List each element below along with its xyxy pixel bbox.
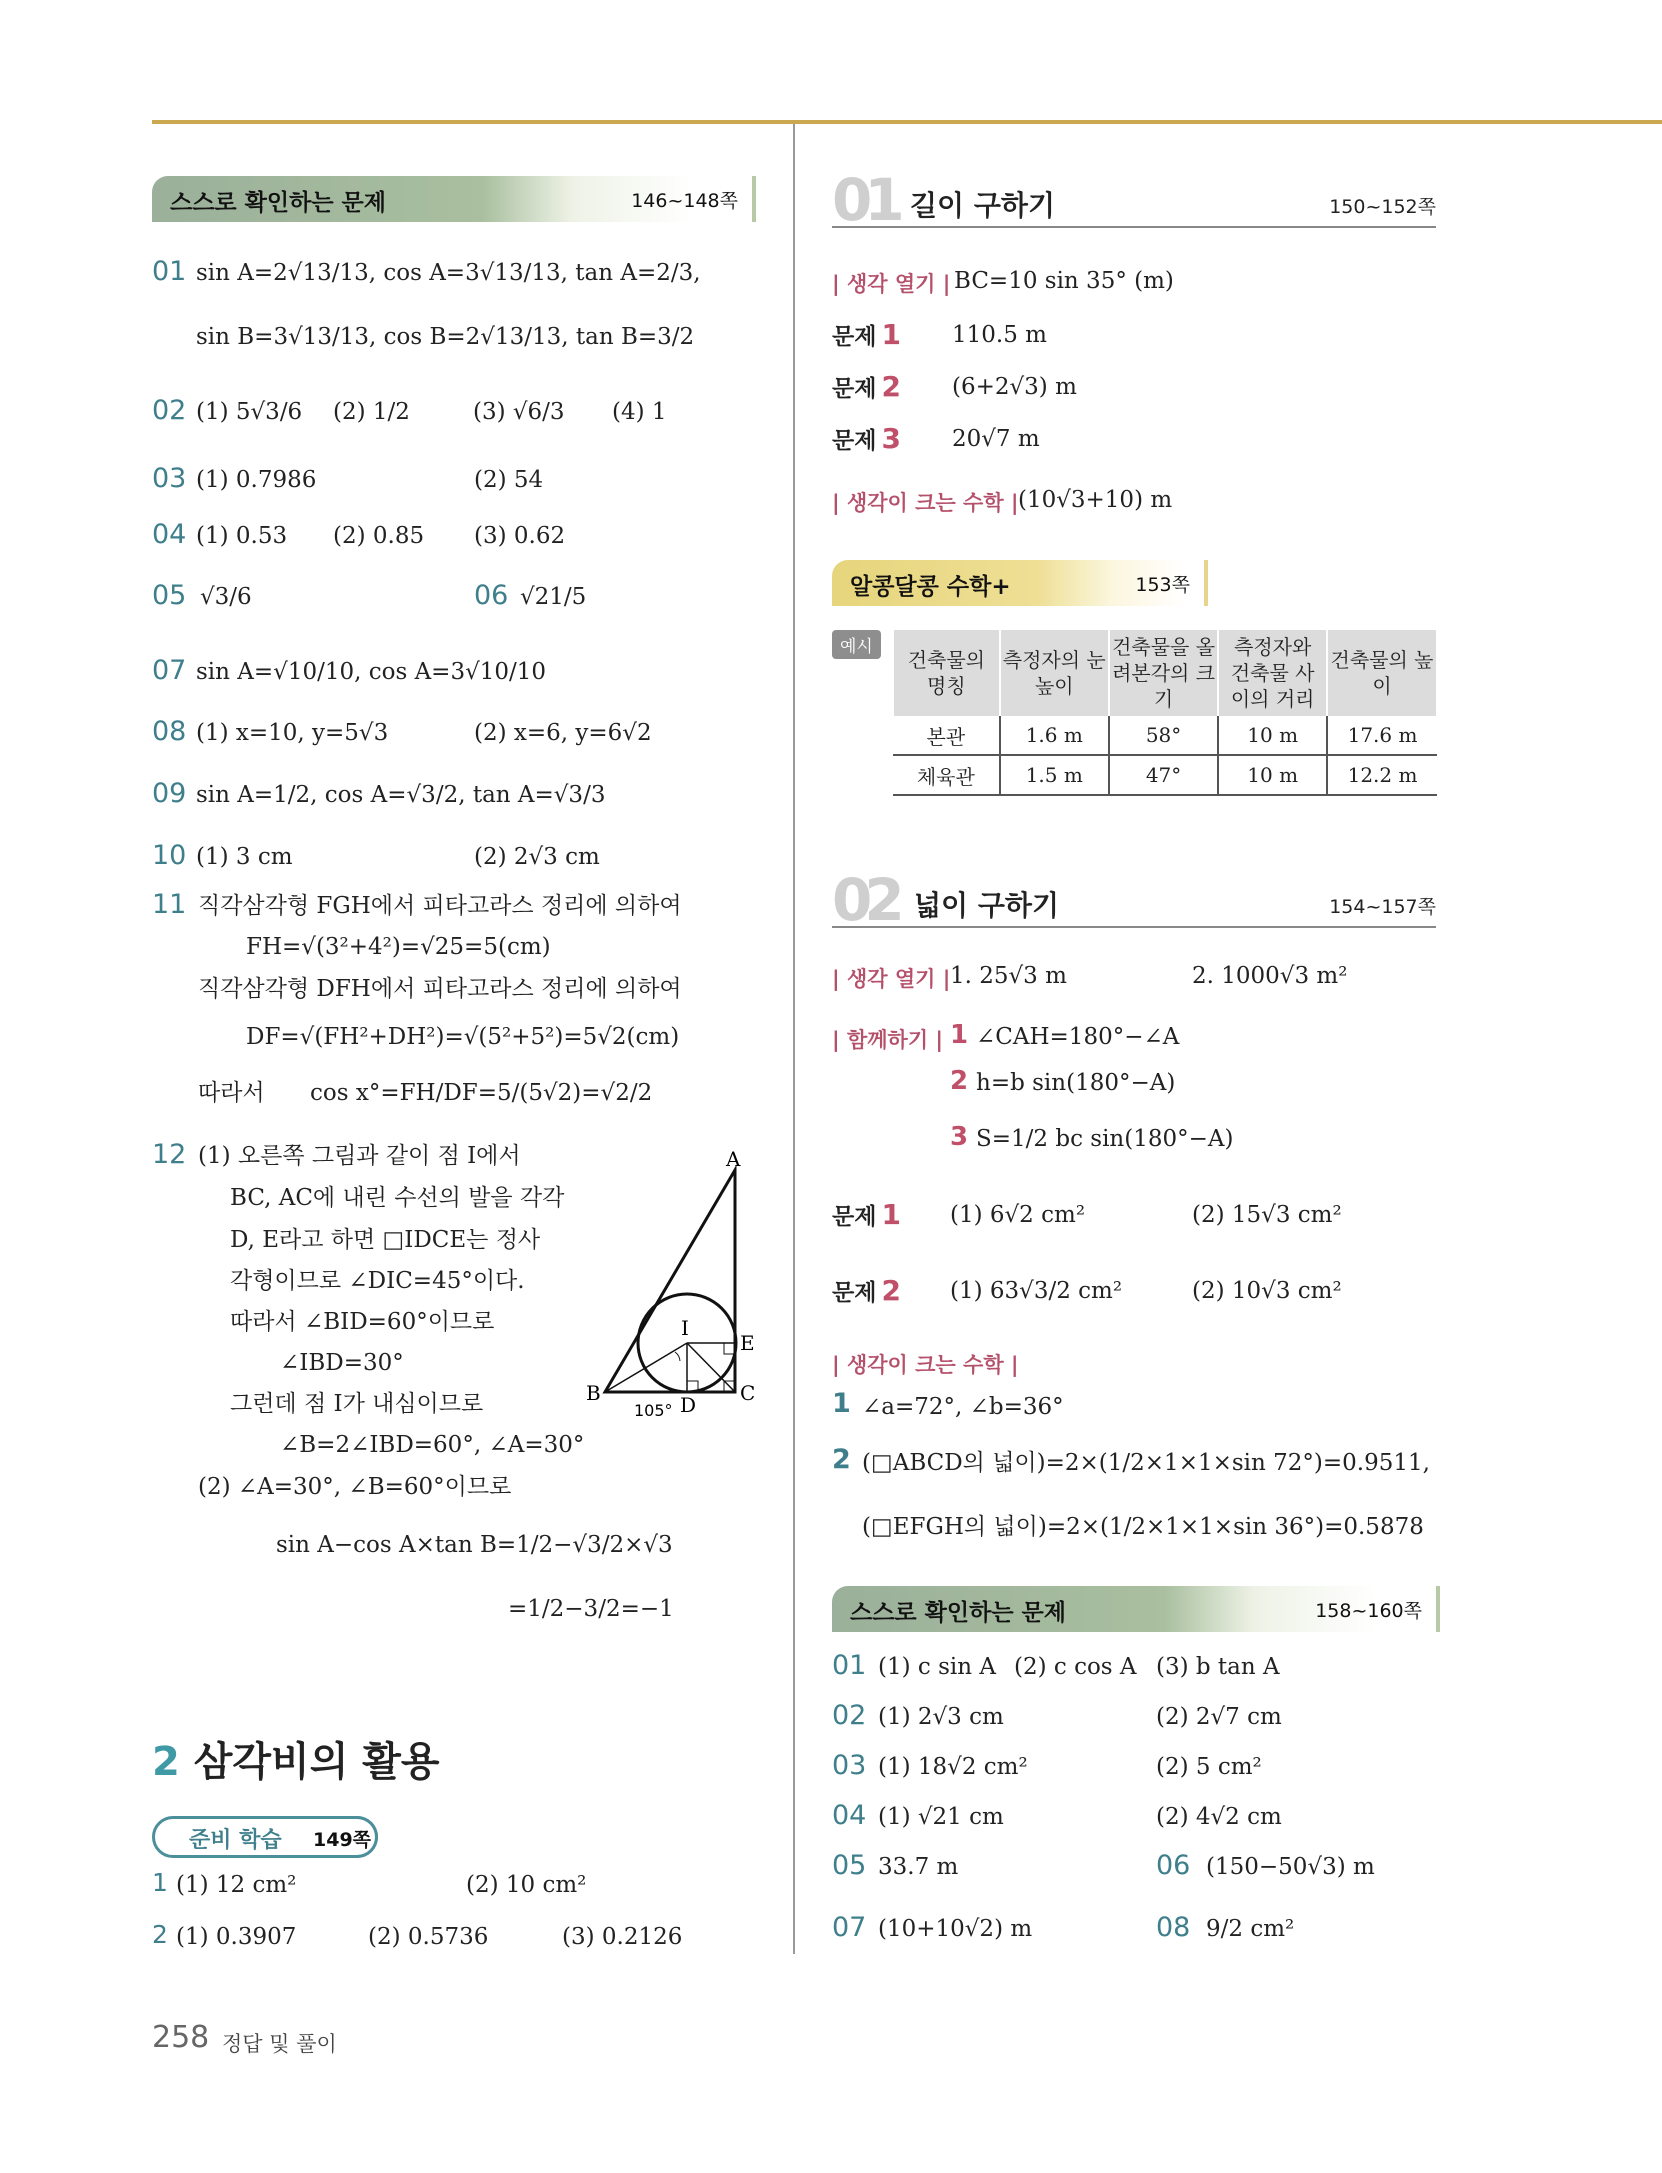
item-number: 07 [832, 1912, 867, 1943]
chapter-heading [152, 1730, 440, 1787]
check-02-b: (2) 2√7 cm [1156, 1704, 1282, 1730]
answer-11-line3: 직각삼각형 DFH에서 피타고라스 정리에 의하여 [198, 976, 682, 1002]
answer-12-line7: 그런데 점 I가 내심이므로 [230, 1391, 484, 1417]
table-cell: 10 m [1218, 716, 1327, 755]
example-badge: 예시 [832, 630, 881, 659]
column-header: 건축물의 높이 [1327, 630, 1437, 716]
grow-2-line1: (□ABCD의 넓이)=2×(1/2×1×1×sin 72°)=0.9511, [862, 1450, 1430, 1476]
item-number: 04 [152, 519, 187, 550]
answer-02-d: (4) 1 [612, 399, 667, 425]
fun-math-page: 153쪽 [1135, 574, 1190, 596]
label-i: I [681, 1316, 689, 1340]
table-cell: 1.6 m [1000, 716, 1109, 755]
item-number: 04 [832, 1800, 867, 1831]
answer-09: sin A=1/2, cos A=√3/2, tan A=√3/3 [196, 782, 606, 808]
item-number: 01 [152, 256, 187, 287]
page-range: 146~148쪽 [631, 190, 738, 212]
answer-12-line4: 각형이므로 ∠DIC=45°이다. [230, 1268, 525, 1294]
answer-02-c: (3) √6/3 [473, 399, 565, 425]
self-check-header [152, 176, 756, 222]
check-03-b: (2) 5 cm² [1156, 1754, 1262, 1780]
label-a: A [726, 1147, 741, 1171]
together-number: 2 [950, 1066, 969, 1096]
check-04-a: (1) √21 cm [878, 1804, 1004, 1830]
together-2: h=b sin(180°−A) [976, 1070, 1176, 1096]
table-cell: 1.5 m [1000, 755, 1109, 795]
item-number: 09 [152, 778, 187, 809]
prep-1-a: (1) 12 cm² [176, 1872, 297, 1898]
top-rule [152, 120, 1662, 124]
think-open-2-b: 2. 1000√3 m² [1192, 963, 1348, 989]
together-number: 1 [950, 1020, 969, 1050]
table-cell: 본관 [893, 716, 1000, 755]
section-01-title: 길이 구하기 [910, 189, 1055, 222]
item-number: 03 [152, 463, 187, 494]
item-number: 08 [1156, 1912, 1191, 1943]
answer-02-a: (1) 5√3/6 [196, 399, 303, 425]
prep-2-c: (3) 0.2126 [562, 1924, 683, 1950]
prep-number: 1 [152, 1868, 168, 1897]
problem-1 [832, 318, 901, 351]
segment-bi [605, 1343, 687, 1392]
together-3: S=1/2 bc sin(180°−A) [976, 1126, 1234, 1152]
item-number: 12 [152, 1139, 187, 1170]
answer-10-b: (2) 2√3 cm [474, 844, 600, 870]
table-cell: 10 m [1218, 755, 1327, 795]
prep-page: 149쪽 [313, 1829, 372, 1851]
problem-number: 1 [881, 1198, 902, 1231]
answer-12-line10: sin A−cos A×tan B=1/2−√3/2×√3 [276, 1532, 673, 1558]
answer-11-line1: 직각삼각형 FGH에서 피타고라스 정리에 의하여 [198, 893, 682, 919]
column-header: 건축물을 올려본각의 크기 [1109, 630, 1218, 716]
footer-page-number: 258 [152, 2020, 210, 2055]
problem-2-2 [832, 1274, 901, 1307]
footer-label: 정답 및 풀이 [222, 2032, 337, 2056]
answer-04-a: (1) 0.53 [196, 523, 288, 549]
prep-label: 준비 학습 [189, 1828, 282, 1853]
item-number: 06 [474, 580, 509, 611]
problem-2-1-a: (1) 6√2 cm² [950, 1202, 1086, 1228]
think-grow-tag-2: | 생각이 크는 수학 | [832, 1353, 1019, 1377]
answer-06: √21/5 [520, 584, 587, 610]
problem-2 [832, 370, 901, 403]
answer-11-line2: FH=√(3²+4²)=√25=5(cm) [246, 934, 551, 960]
check-01-a: (1) c sin A [878, 1654, 996, 1680]
label-c: C [740, 1381, 756, 1405]
table-cell: 12.2 m [1327, 755, 1437, 795]
answer-12-line6: ∠IBD=30° [280, 1350, 404, 1376]
item-number: 06 [1156, 1850, 1191, 1881]
prep-1-b: (2) 10 cm² [466, 1872, 587, 1898]
prep-2-b: (2) 0.5736 [368, 1924, 489, 1950]
answer-12-line9: (2) ∠A=30°, ∠B=60°이므로 [198, 1474, 512, 1500]
item-number: 02 [832, 1700, 867, 1731]
think-open-2-a: 1. 25√3 m [950, 963, 1067, 989]
together-1: ∠CAH=180°−∠A [976, 1024, 1180, 1050]
grow-2-line2: (□EFGH의 넓이)=2×(1/2×1×1×sin 36°)=0.5878 [862, 1514, 1424, 1540]
measurement-table [892, 630, 1438, 796]
fun-math-header [832, 560, 1208, 606]
together-tag: | 함께하기 | [832, 1028, 944, 1052]
problem-number: 1 [881, 318, 902, 351]
answer-01 [152, 256, 186, 287]
triangle-figure [580, 1140, 770, 1420]
answer-05: √3/6 [200, 584, 252, 610]
problem-2-1 [832, 1198, 901, 1231]
item-number: 07 [152, 655, 187, 686]
problem-number: 2 [881, 370, 902, 403]
table-cell: 체육관 [893, 755, 1000, 795]
grow-number: 2 [832, 1444, 851, 1475]
check-05: 33.7 m [878, 1854, 959, 1880]
label-b: B [586, 1381, 601, 1405]
prep-2-a: (1) 0.3907 [176, 1924, 297, 1950]
answer-01-line1: sin A=2√13/13, cos A=3√13/13, tan A=2/3, [196, 260, 701, 286]
column-header: 측정자와 건축물 사이의 거리 [1218, 630, 1327, 716]
section-01-number: 01 [832, 166, 897, 234]
angle-arc [675, 1352, 680, 1361]
together-number: 3 [950, 1122, 969, 1152]
answer-12-line5: 따라서 ∠BID=60°이므로 [230, 1309, 495, 1335]
prep-page-pill [305, 1816, 378, 1858]
table-cell: 47° [1109, 755, 1218, 795]
section-02-title: 넓이 구하기 [914, 889, 1059, 922]
problem-number: 2 [881, 1274, 902, 1307]
answer-08-a: (1) x=10, y=5√3 [196, 720, 389, 746]
answer-11-line5a: 따라서 [198, 1080, 265, 1106]
table-cell: 17.6 m [1327, 716, 1437, 755]
problem-2-2-a: (1) 63√3/2 cm² [950, 1278, 1123, 1304]
answer-04-c: (3) 0.62 [474, 523, 566, 549]
answer-04-b: (2) 0.85 [333, 523, 425, 549]
answer-03-b: (2) 54 [474, 467, 544, 493]
think-open-tag: | 생각 열기 | [832, 272, 951, 296]
item-number: 11 [152, 889, 187, 920]
section-02-heading [832, 866, 1436, 934]
check-01-c: (3) b tan A [1156, 1654, 1280, 1680]
problem-3 [832, 422, 901, 455]
answer-07: sin A=√10/10, cos A=3√10/10 [196, 659, 547, 685]
table-cell: 58° [1109, 716, 1218, 755]
problem-label: 문제 [832, 324, 877, 350]
answer-11-line4: DF=√(FH²+DH²)=√(5²+5²)=5√2(cm) [246, 1024, 680, 1050]
item-number: 01 [832, 1650, 867, 1681]
table-header-row [893, 630, 1437, 716]
answer-12-line2: BC, AC에 내린 수선의 발을 각각 [230, 1185, 565, 1211]
check-04-b: (2) 4√2 cm [1156, 1804, 1282, 1830]
item-number: 10 [152, 840, 187, 871]
problem-2-2-b: (2) 10√3 cm² [1192, 1278, 1342, 1304]
problem-label: 문제 [832, 376, 877, 402]
item-number: 03 [832, 1750, 867, 1781]
chapter-number: 2 [152, 1739, 180, 1785]
answer-12-line8: ∠B=2∠IBD=60°, ∠A=30° [280, 1432, 585, 1458]
page-range: 158~160쪽 [1315, 1600, 1422, 1622]
section-01-heading [832, 166, 1436, 234]
check-08: 9/2 cm² [1206, 1916, 1295, 1942]
item-number: 08 [152, 716, 187, 747]
column-divider [793, 124, 795, 1954]
prep-number: 2 [152, 1920, 168, 1949]
item-number: 02 [152, 395, 187, 426]
answer-12-line11: =1/2−3/2=−1 [508, 1596, 674, 1622]
chapter-title: 삼각비의 활용 [193, 1739, 440, 1785]
problem-label: 문제 [832, 1280, 877, 1306]
problem-3-answer: 20√7 m [952, 426, 1040, 452]
think-open-value: BC=10 sin 35° (m) [954, 268, 1174, 294]
section-title: 스스로 확인하는 문제 [850, 1600, 1066, 1626]
triangle-abc [605, 1170, 735, 1392]
section-02-number: 02 [832, 866, 897, 934]
think-open-tag-2: | 생각 열기 | [832, 967, 951, 991]
grow-number: 1 [832, 1388, 851, 1419]
problem-label: 문제 [832, 1204, 877, 1230]
label-angle: 105° [634, 1401, 673, 1420]
answer-08-b: (2) x=6, y=6√2 [474, 720, 652, 746]
answer-03-a: (1) 0.7986 [196, 467, 317, 493]
check-01-b: (2) c cos A [1014, 1654, 1137, 1680]
problem-number: 3 [881, 422, 902, 455]
think-grow-tag: | 생각이 크는 수학 | [832, 491, 1019, 515]
problem-2-1-b: (2) 15√3 cm² [1192, 1202, 1342, 1228]
label-e: E [740, 1331, 755, 1355]
problem-label: 문제 [832, 428, 877, 454]
section-title: 스스로 확인하는 문제 [170, 190, 386, 216]
section-01-pages: 150~152쪽 [1329, 196, 1436, 218]
check-03-a: (1) 18√2 cm² [878, 1754, 1028, 1780]
grow-1: ∠a=72°, ∠b=36° [862, 1394, 1064, 1420]
check-06: (150−50√3) m [1206, 1854, 1375, 1880]
answer-12-line1: (1) 오른쪽 그림과 같이 점 I에서 [198, 1143, 521, 1169]
problem-1-answer: 110.5 m [952, 322, 1047, 348]
self-check-header-2 [832, 1586, 1440, 1632]
table-row [893, 716, 1437, 755]
answer-10-a: (1) 3 cm [196, 844, 293, 870]
label-d: D [680, 1393, 697, 1417]
column-header: 측정자의 눈높이 [1000, 630, 1109, 716]
table-row [893, 755, 1437, 795]
item-number: 05 [832, 1850, 867, 1881]
check-07: (10+10√2) m [878, 1916, 1033, 1942]
problem-2-answer: (6+2√3) m [952, 374, 1077, 400]
answer-02-b: (2) 1/2 [333, 399, 410, 425]
answer-12-line3: D, E라고 하면 □IDCE는 정사 [230, 1227, 541, 1253]
section-02-pages: 154~157쪽 [1329, 896, 1436, 918]
item-number: 05 [152, 580, 187, 611]
right-angle-e [724, 1343, 735, 1354]
answer-01-line2: sin B=3√13/13, cos B=2√13/13, tan B=3/2 [196, 324, 695, 350]
answer-11-line5b: cos x°=FH/DF=5/(5√2)=√2/2 [310, 1080, 653, 1106]
think-grow-value: (10√3+10) m [1018, 487, 1173, 513]
check-02-a: (1) 2√3 cm [878, 1704, 1004, 1730]
fun-math-title: 알콩달콩 수학+ [850, 574, 1011, 600]
column-header: 건축물의 명칭 [893, 630, 1000, 716]
